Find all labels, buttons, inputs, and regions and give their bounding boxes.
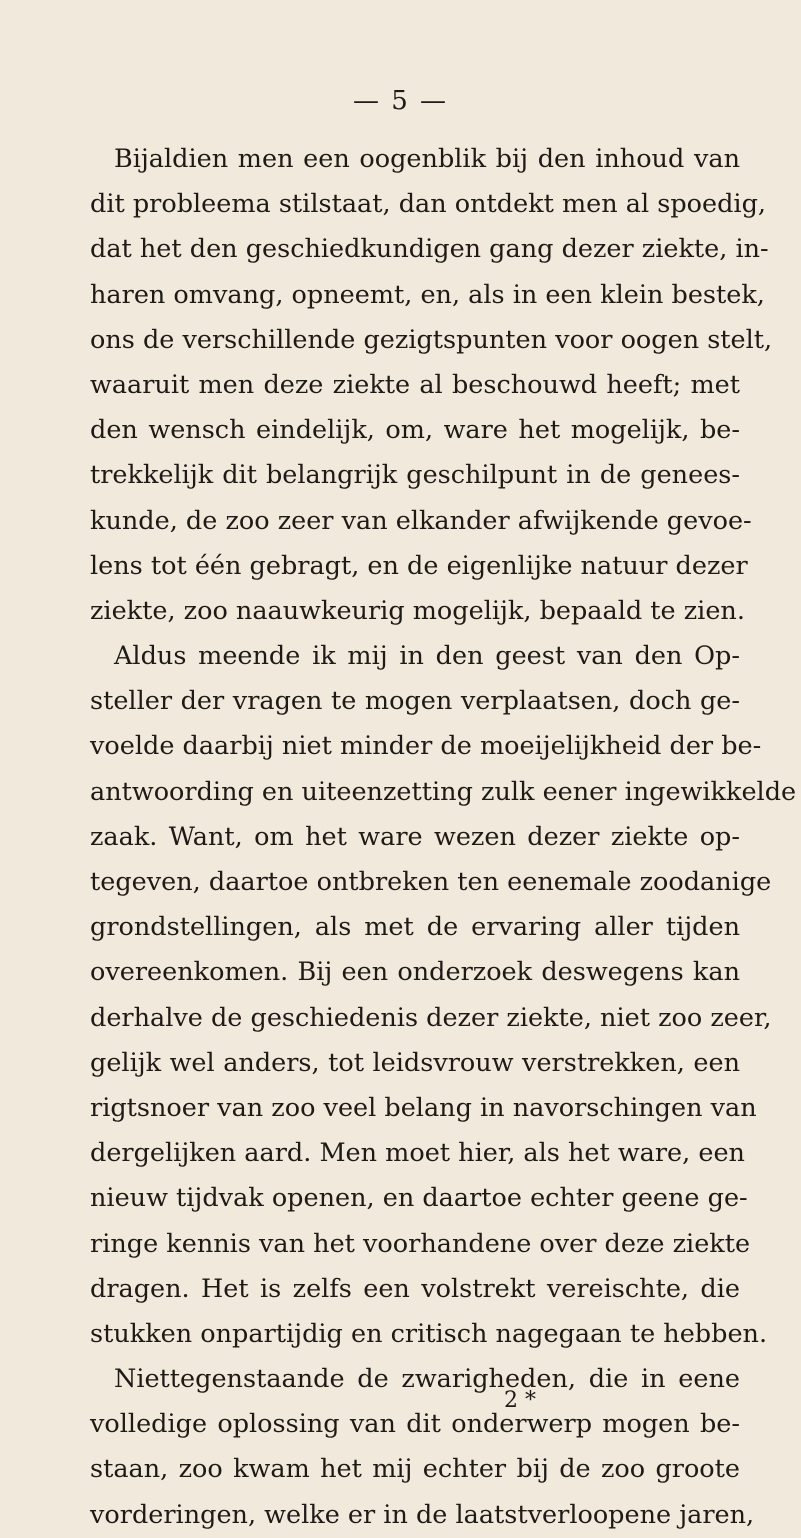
text-line: overeenkomen. Bij een onderzoek deswegens kan (90, 957, 740, 988)
text-line: stukken onpartijdig en critisch nagegaan te hebben. (90, 1318, 768, 1349)
text-line: vorderingen, welke er in de laatstverloopene jaren, (90, 1499, 755, 1530)
text-line: lens tot één gebragt, en de eigenlijke natuur dezer (90, 550, 748, 581)
text-line: rigtsnoer van zoo veel belang in navorschingen van (90, 1092, 757, 1123)
text-line: dit probleema stilstaat, dan ontdekt men al spoedig, (90, 189, 767, 220)
text-line: volledige oplossing van dit onderwerp mogen be- (90, 1409, 740, 1440)
text-line: tegeven, daartoe ontbreken ten eenemale zoodanige (90, 867, 772, 897)
text-line: dat het den geschiedkundigen gang dezer ziekte, in- (90, 234, 769, 265)
text-line: dragen. Het is zelfs een volstrekt vereischte, die (90, 1273, 740, 1304)
text-line: ringe kennis van het voorhandene over deze ziekte (90, 1228, 751, 1259)
text-line: antwoording en uiteenzetting zulk eener ingewikkelde (90, 776, 797, 807)
text-line: Niettegenstaande de zwarigheden, die in eene (114, 1364, 740, 1395)
text-line: kunde, de zoo zeer van elkander afwijkende gevoe- (90, 505, 752, 536)
text-line: Aldus meende ik mij in den geest van den Op- (114, 641, 740, 672)
text-line: staan, zoo kwam het mij echter bij de zoo groote (90, 1454, 740, 1485)
body-text (90, 137, 797, 1538)
text-line: zaak. Want, om het ware wezen dezer ziekte op- (90, 821, 740, 852)
text-line: derhalve de geschiedenis dezer ziekte, niet zoo zeer, (90, 1002, 772, 1033)
text-line: haren omvang, opneemt, en, als in een klein bestek, (90, 279, 765, 310)
text-line: ons de verschillende gezigtspunten voor oogen stelt, (90, 324, 773, 355)
text-line: waaruit men deze ziekte al beschouwd heeft; met (90, 369, 740, 400)
text-line: nieuw tijdvak openen, en daartoe echter geene ge- (90, 1183, 748, 1214)
text-line: grondstellingen, als met de ervaring aller tijden (90, 912, 740, 943)
text-line: ziekte, zoo naauwkeurig mogelijk, bepaald te zien. (90, 595, 745, 626)
text-line: gelijk wel anders, tot leidsvrouw verstrekken, een (90, 1047, 740, 1078)
text-line: steller der vragen te mogen verplaatsen, doch ge- (90, 686, 740, 717)
text-line: voelde daarbij niet minder de moeijelijkheid der be- (90, 731, 762, 762)
page-number: — 5 — (352, 86, 449, 116)
text-line: Bijaldien men een oogenblik bij den inhoud van (114, 144, 740, 174)
text-line: dergelijken aard. Men moet hier, als het ware, een (90, 1138, 745, 1169)
text-line: trekkelijk dit belangrijk geschilpunt in de genees- (90, 460, 740, 491)
signature-mark: 2 * (504, 1388, 536, 1413)
text-line: den wensch eindelijk, om, ware het mogelijk, be- (90, 415, 740, 446)
